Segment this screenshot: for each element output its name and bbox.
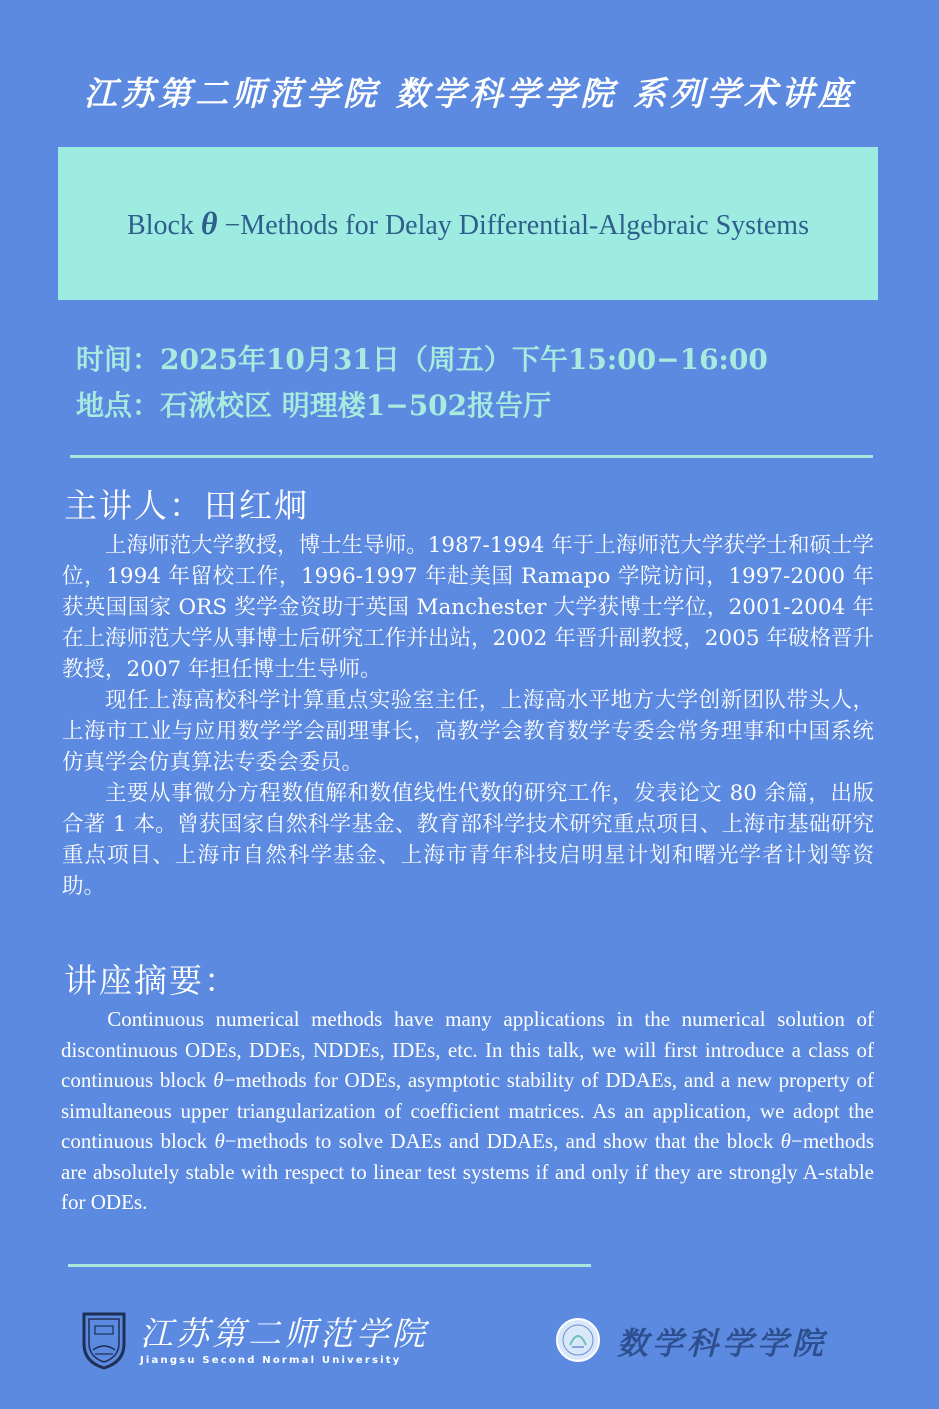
- speaker-bio: [62, 530, 874, 902]
- theta-symbol: θ: [214, 1129, 225, 1153]
- university-logo-block: [80, 1308, 428, 1372]
- abstract-text-1: Continuous numerical methods have many applications in the numerical solution of discontinuous ODEs, DDEs, NDDEs, IDEs, etc. In this talk, we will first introduce a class of continuous block: [61, 1007, 874, 1092]
- divider-top: [70, 455, 873, 458]
- university-name-cn: 江苏第二师范学院: [140, 1313, 428, 1353]
- abstract-text-4: −methods are absolutely stable with respect to linear test systems if and only if they are strongly A-stable for ODEs.: [61, 1129, 874, 1214]
- lecture-title: [127, 205, 809, 242]
- theta-symbol: θ: [213, 1068, 224, 1092]
- lecture-title-box: [58, 147, 878, 300]
- school-name: 数学科学学院: [617, 1325, 827, 1362]
- abstract-paragraph: [61, 1004, 874, 1218]
- university-name-en: Jiangsu Second Normal University: [140, 1354, 402, 1366]
- abstract-text-3: −methods to solve DAEs and DDAEs, and show that the block: [224, 1129, 781, 1153]
- theta-symbol: θ: [200, 205, 218, 241]
- abstract-text-2: −methods for ODEs, asymptotic stability of DDAEs, and a new property of simultaneous upper triangularization of coefficient matrices. As an application, we adopt the continuous block: [61, 1068, 874, 1153]
- university-seal-icon: [80, 1310, 128, 1370]
- speaker-heading: 主讲人：田红炯: [64, 486, 309, 525]
- bio-paragraph-3: 主要从事微分方程数值解和数值线性代数的研究工作，发表论文 80 余篇，出版合著 1 本。曾获国家自然科学基金、教育部科学技术研究重点项目、上海市基础研究重点项目、上海市自然科学基金、上海市青年科技启明星计划和曙光学者计划等资助。: [62, 781, 874, 899]
- lecture-title-prefix: Block: [127, 210, 201, 241]
- header-title: 江苏第二师范学院 数学科学学院 系列学术讲座: [84, 74, 855, 113]
- abstract-body: [61, 1004, 874, 1218]
- school-emblem-icon: [555, 1317, 601, 1363]
- bio-paragraph-1: 上海师范大学教授，博士生导师。1987-1994 年于上海师范大学获学士和硕士学位，1994 年留校工作，1996-1997 年赴美国 Ramapo 学院访问，1997-2000 年获英国国家 ORS 奖学金资助于英国 Manchester 大学获博士学位，2001-2004 年在上海师范大学从事博士后研究工作并出站，2002 年晋升副教授，2005 年破格晋升教授，2007 年担任博士生导师。: [62, 533, 874, 682]
- lecture-title-suffix: −Methods for Delay Differential-Algebraic Systems: [217, 210, 809, 241]
- lecture-place: 地点：石湫校区 明理楼1−502报告厅: [76, 389, 552, 422]
- abstract-heading: 讲座摘要：: [64, 961, 239, 1000]
- bio-paragraph-2: 现任上海高校科学计算重点实验室主任，上海高水平地方大学创新团队带头人，上海市工业与应用数学学会副理事长，高教学会教育数学专委会常务理事和中国系统仿真学会仿真算法专委会委员。: [62, 688, 874, 775]
- theta-symbol: θ: [780, 1129, 791, 1153]
- divider-bottom: [68, 1264, 591, 1267]
- lecture-time: 时间：2025年10月31日（周五）下午15:00−16:00: [76, 343, 768, 376]
- school-logo-block: [555, 1314, 827, 1366]
